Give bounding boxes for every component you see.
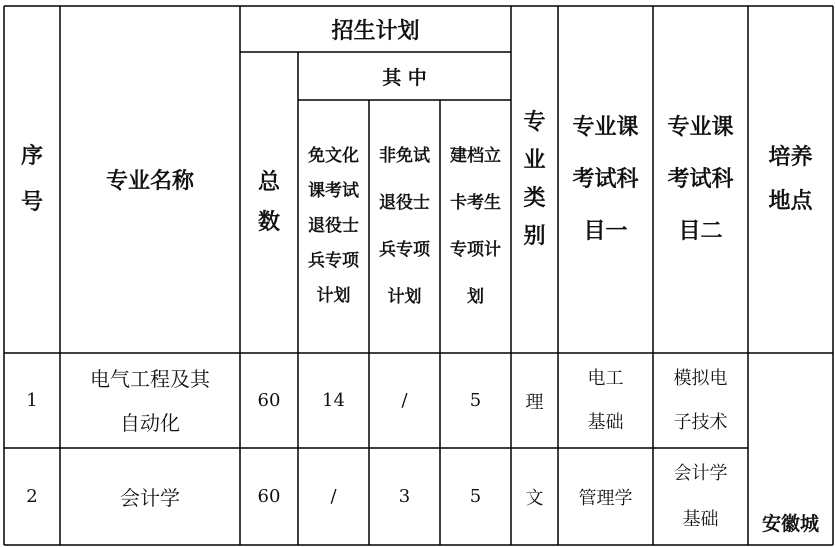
header-sub-plan-3: 建档立 卡考生 专项计 划 — [450, 145, 501, 307]
row-total: 60 — [257, 486, 281, 507]
header-exam-subject-1: 专业课 考试科 目一 — [572, 114, 639, 244]
header-among: 其 中 — [382, 66, 427, 89]
header-exam-subject-2: 专业课 考试科 目二 — [667, 114, 734, 244]
header-total: 总 数 — [257, 169, 280, 235]
header-seq: 序 号 — [20, 143, 43, 215]
row-category: 文 — [525, 487, 544, 509]
header-sub-plan-1: 免文化 课考试 退役士 兵专项 计划 — [308, 146, 359, 306]
header-major-name: 专业名称 — [105, 169, 194, 194]
row-plan-2: 3 — [398, 486, 411, 507]
header-plan: 招生计划 — [331, 18, 420, 44]
row-category: 理 — [525, 391, 544, 413]
row-exam-subject-2: 会计学 基础 — [673, 462, 728, 530]
row-plan-1: / — [330, 486, 337, 507]
row-major-name: 电气工程及其 自动化 — [90, 366, 210, 435]
header-category: 专 业 类 别 — [523, 109, 546, 249]
row-total: 60 — [257, 390, 281, 411]
row-plan-1: 14 — [322, 390, 345, 411]
row-plan-3: 5 — [469, 486, 482, 507]
row-seq: 1 — [26, 390, 38, 411]
row-seq: 2 — [26, 486, 38, 507]
location-value: 安徽城 — [761, 513, 819, 535]
header-location: 培养 地点 — [768, 144, 813, 214]
row-exam-subject-1: 电工 基础 — [587, 367, 624, 433]
row-plan-3: 5 — [469, 390, 482, 411]
header-sub-plan-2: 非免试 退役士 兵专项 计划 — [379, 145, 430, 307]
row-exam-subject-2: 模拟电 子技术 — [673, 367, 728, 433]
row-major-name: 会计学 — [120, 486, 180, 510]
row-exam-subject-1: 管理学 — [578, 487, 633, 509]
row-plan-2: / — [401, 390, 408, 411]
